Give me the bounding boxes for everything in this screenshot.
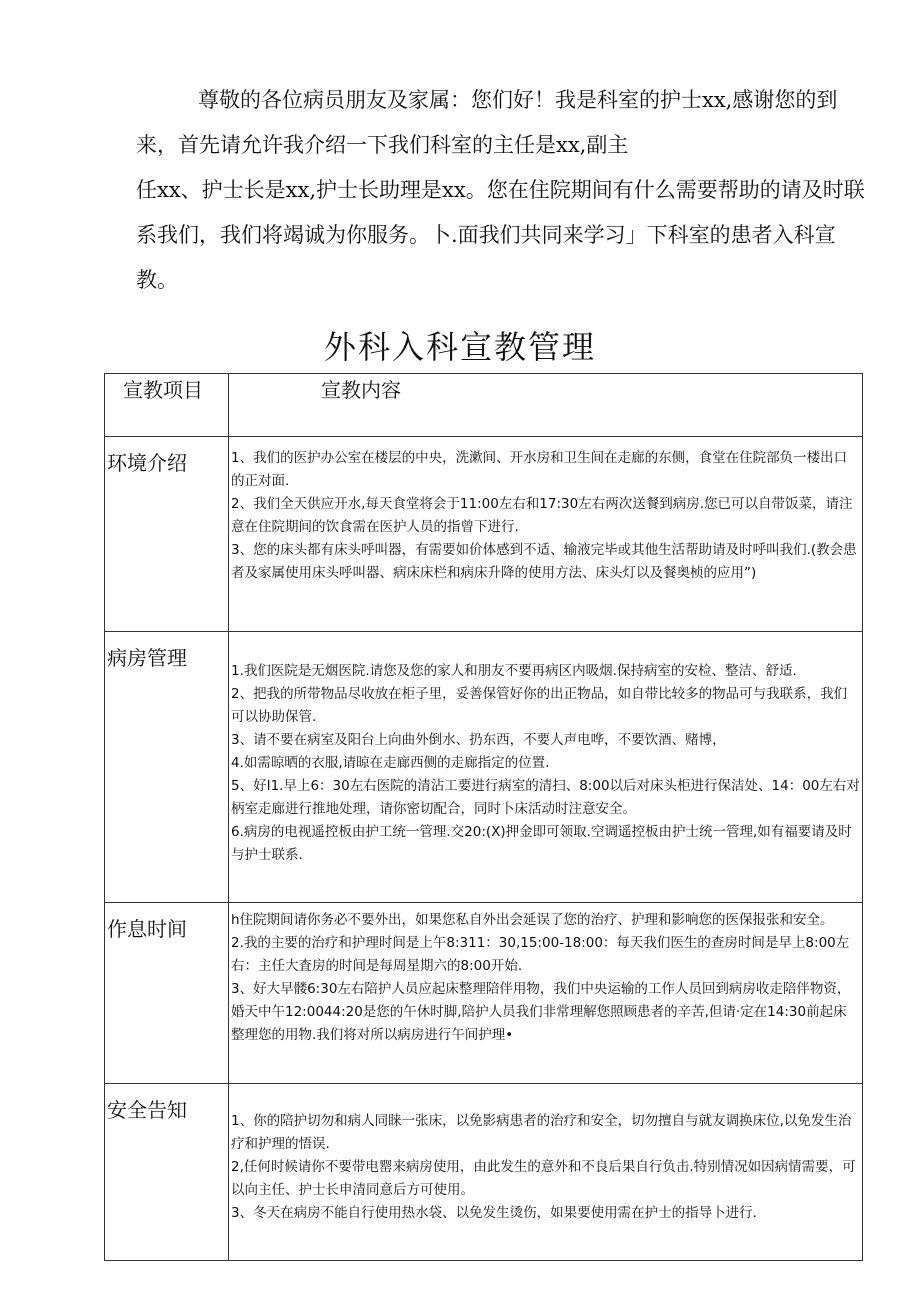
content-item: 3、请不要在病室及阳台上向曲外倒水、扔东西，不要人声电哗，不要饮酒、赌博， <box>231 732 726 748</box>
header-category: 宣教项目 <box>105 374 229 437</box>
intro-paragraph-2: 任xx、护士长是xx,护士长助理是xx。您在住院期间有什么需要帮助的请及时联系我们，我们将竭诚为你服务。卜.面我们共同来学习」下科室的患者入科宣教。 <box>136 178 865 292</box>
category-cell: 作息时间 <box>105 903 229 1084</box>
header-content: 宣教内容 <box>229 374 863 437</box>
content-item: 5、好I1.早上6：30左右医院的清沾工要进行病室的清扫、8:00以后对床头柜进行保洁处、14：00左右对柄室走廊进行推地处理，请你密切配合，同时卜床活动时注意安全。 <box>231 778 860 817</box>
table-row-schedule <box>105 903 863 1084</box>
content-item: 3、好大早髅6:30左右陪护人员应起床整理陪伴用物，我们中央运输的工作人员回到病房收走陪伴物资，婚天中午12:0044:20是您的午休时脚,陪护人员我们非常理解您照顾患者的辛苦,但请·定在14:30前起床整理您的用物.我们将对所以病房进行午间护理• <box>231 981 851 1043</box>
table-row-safety <box>105 1084 863 1261</box>
table-row-environment <box>105 437 863 632</box>
table-row-ward-management <box>105 632 863 903</box>
content-item: h住院期间请你务必不要外出，如果您私自外出会延误了您的治疗、护理和影响您的医保报张和安全。 <box>231 912 834 928</box>
content-item: 4.如需晾晒的衣服,请晾在走廊西侧的走廊指定的位置. <box>231 755 550 771</box>
content-item: 6.病房的电视遥控板由护工统一管理.交20:(X)押金即可领取.空调遥控板由护士统一管理,如有福要请及时与护士联系. <box>231 824 852 863</box>
content-item: 1、你的陪护切勿和病人同睐一张床，以免影病患者的治疗和安全，切勿擅自与就友调换床位,以免发生治疗和护理的悟误. <box>231 1113 852 1152</box>
category-cell: 安全告知 <box>105 1084 229 1261</box>
content-item: 3、您的床头都有床头呼叫器，有需要如价体感到不适、输液完毕或其他生活帮助请及时呼叫我们.(教会患者及家属使用床头呼叫器、病床床栏和病床升降的使用方法、床头灯以及餐奥桢的应用”) <box>231 542 857 581</box>
document-title: 外科入科宣教管理 <box>323 328 596 366</box>
content-cell <box>229 437 863 632</box>
content-item: 1.我们医院是无烟医院.请您及您的家人和朋友不要再病区内吸烟.保持病室的安检、整洁、舒适. <box>231 663 797 679</box>
content-item: 2、我们全天供应开水,每天食堂将会于11:00左右和17:30左右两次送餐到病房.您已可以自带饭菜，请注意在住院期间的饮食需在医护人员的指曾下进行. <box>231 496 853 535</box>
content-item: 2、把我的所带物品尽收放在柜子里，妥善保管好你的出正物品，如自带比较多的物品可与我联系，我们可以协助保管. <box>231 686 848 725</box>
table-header-row <box>105 374 863 437</box>
category-cell: 病房管理 <box>105 632 229 903</box>
content-cell <box>229 1084 863 1261</box>
education-table <box>104 373 863 1261</box>
content-cell <box>229 632 863 903</box>
category-cell: 环境介绍 <box>105 437 229 632</box>
intro-text <box>136 78 872 303</box>
intro-paragraph-1: 尊敬的各位病员朋友及家属：您们好！我是科室的护士xx,感谢您的到来，首先请允许我介绍一下我们科室的主任是xx,副主 <box>136 88 838 157</box>
content-item: 3、冬天在病房不能自行使用热水袋、以免发生烫伤，如果要使用需在护士的指导卜进行. <box>231 1205 757 1221</box>
content-item: 2.我的主要的治疗和护理时间是上午8:311：30,15:00-18:00：每天我们医生的查房时间是早上8:00左右：主任大査房的时间是每周星期六的8:00开始. <box>231 935 850 974</box>
content-item: 2,任何时候请你不要带电罂来病房使用，由此发生的意外和不良后果自行负击.特别情况如因病情需要，可以向主任、护士长申清同意后方可使用。 <box>231 1159 856 1198</box>
content-item: 1、我们的医护办公室在楼层的中央，洗漱间、开水房和卫生间在走廊的东侧，食堂在住院部负一楼出口的正对面. <box>231 450 848 489</box>
content-cell <box>229 903 863 1084</box>
